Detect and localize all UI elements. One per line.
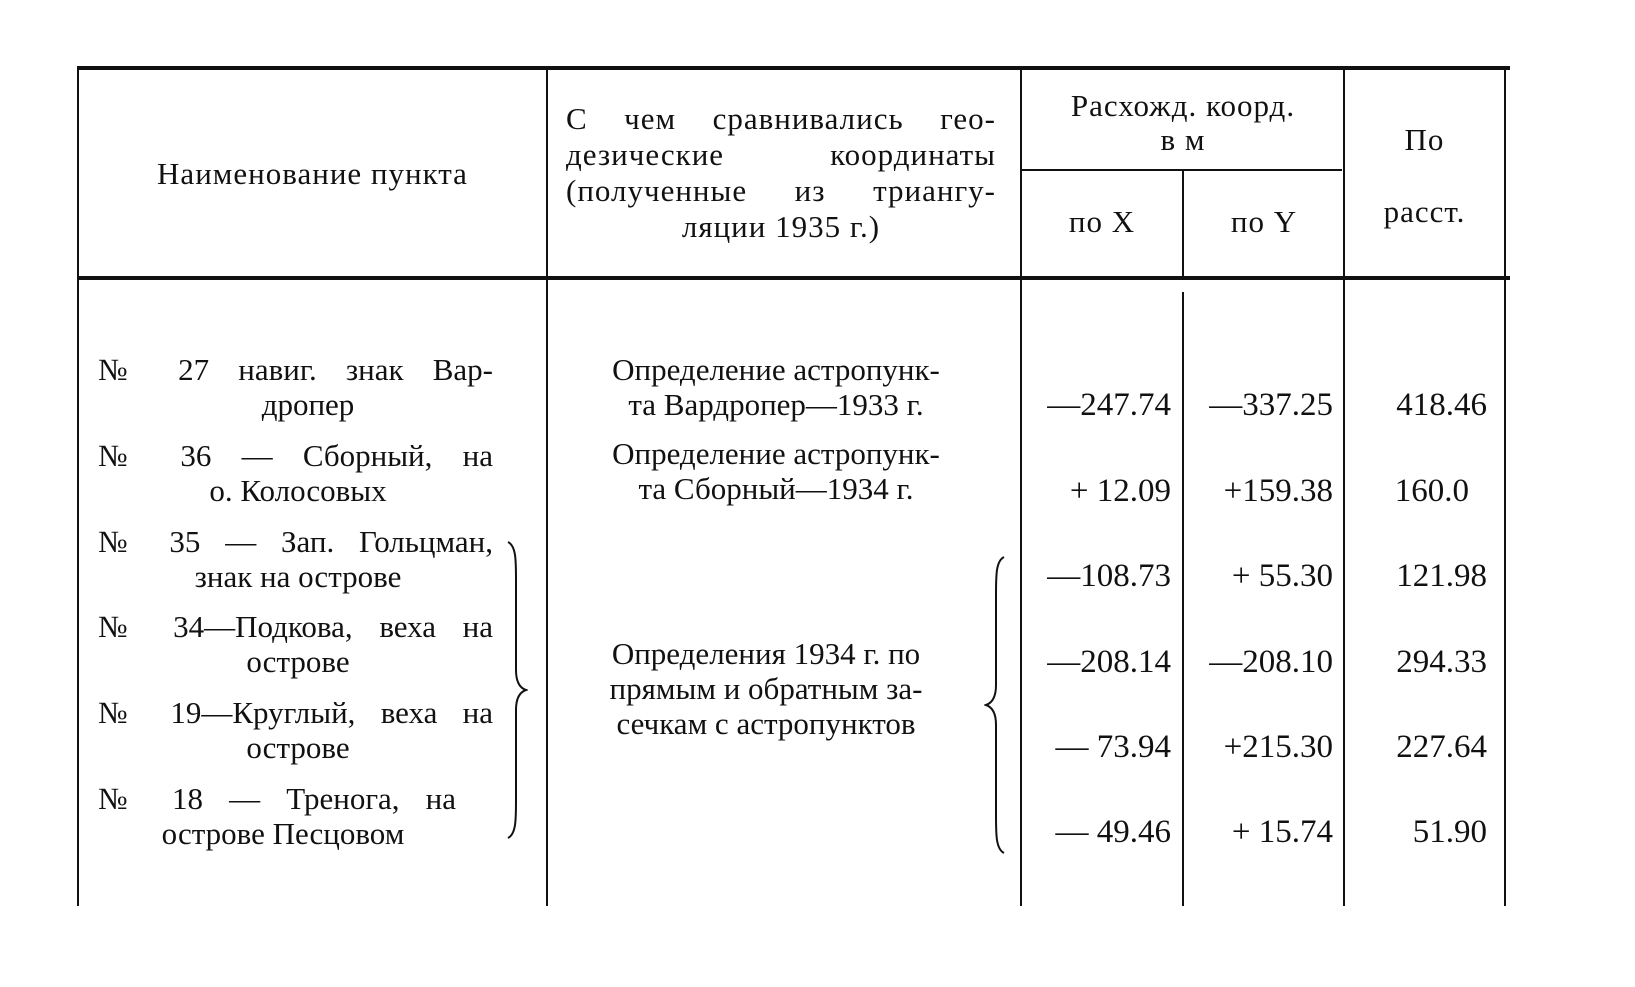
header-point-name: Наименование пункта bbox=[157, 156, 468, 191]
row-value-y: —337.25 bbox=[1209, 387, 1333, 423]
method-text-cont: сечкам с астропунктов bbox=[616, 706, 916, 741]
header-by-x: по X bbox=[1068, 204, 1136, 239]
header-discrepancy: Расхожд. коорд. bbox=[1070, 88, 1296, 123]
row-point-name-cont: острове Песцовом bbox=[161, 816, 405, 851]
table-left-border bbox=[77, 66, 79, 906]
column-divider-2 bbox=[1020, 70, 1022, 906]
row-value-distance: 51.90 bbox=[1412, 814, 1487, 850]
row-point-name-cont: знак на острове bbox=[194, 559, 402, 594]
row-value-y: + 15.74 bbox=[1231, 814, 1333, 850]
row-value-distance: 227.64 bbox=[1396, 729, 1487, 765]
row-point-name: № 36 — Сборный, на bbox=[98, 438, 493, 473]
left-brace-icon bbox=[984, 555, 1008, 855]
column-divider-3-body bbox=[1182, 292, 1184, 906]
row-value-y: +215.30 bbox=[1223, 729, 1333, 765]
row-point-name: № 34—Подкова, веха на bbox=[98, 609, 493, 644]
row-value-x: + 12.09 bbox=[1069, 473, 1171, 509]
row-point-name: № 18 — Тренога, на bbox=[98, 781, 456, 816]
header-by-y: по Y bbox=[1230, 204, 1298, 239]
table-top-rule bbox=[78, 66, 1510, 70]
row-value-distance: 160.0 bbox=[1394, 473, 1469, 509]
row-value-x: —208.14 bbox=[1047, 644, 1171, 680]
method-text-cont: та Сборный—1934 г. bbox=[638, 471, 914, 506]
row-value-distance: 418.46 bbox=[1396, 387, 1487, 423]
header-discrepancy-unit: в м bbox=[1160, 122, 1206, 157]
row-point-name: № 19—Круглый, веха на bbox=[98, 695, 493, 730]
row-value-y: + 55.30 bbox=[1231, 558, 1333, 594]
column-divider-1 bbox=[546, 70, 548, 906]
row-point-name-cont: острове bbox=[246, 730, 350, 765]
method-text: Определения 1934 г. по bbox=[611, 636, 921, 671]
header-bottom-rule bbox=[78, 276, 1510, 280]
row-point-name-cont: острове bbox=[246, 644, 350, 679]
method-text-cont: та Вардропер—1933 г. bbox=[628, 387, 924, 422]
header-compared-line: ляции 1935 г.) bbox=[681, 209, 881, 244]
header-compared-line: (полученные из триангу- bbox=[566, 173, 996, 208]
row-value-distance: 121.98 bbox=[1396, 558, 1487, 594]
right-brace-icon bbox=[504, 540, 528, 840]
header-compared-line: дезические координаты bbox=[566, 137, 996, 172]
row-value-x: — 49.46 bbox=[1055, 814, 1171, 850]
method-text: Определение астропунк- bbox=[612, 352, 940, 387]
row-value-x: —247.74 bbox=[1047, 387, 1171, 423]
header-compared-line: С чем сравнивались гео- bbox=[566, 101, 996, 136]
header-compared-with bbox=[566, 101, 996, 245]
method-text: Определение астропунк- bbox=[612, 436, 940, 471]
row-point-name-cont: о. Колосовых bbox=[209, 473, 387, 508]
row-value-y: —208.10 bbox=[1209, 644, 1333, 680]
row-point-name: № 27 навиг. знак Вар- bbox=[98, 352, 493, 387]
header-distance: По bbox=[1404, 122, 1445, 157]
method-text-cont: прямым и обратным за- bbox=[609, 671, 923, 706]
header-distance-unit: расст. bbox=[1383, 194, 1466, 229]
row-value-y: +159.38 bbox=[1223, 473, 1333, 509]
column-divider-4 bbox=[1343, 70, 1345, 906]
row-point-name-cont: дропер bbox=[261, 387, 355, 422]
row-point-name: № 35 — Зап. Гольцман, bbox=[98, 524, 493, 559]
row-value-x: —108.73 bbox=[1047, 558, 1171, 594]
row-value-x: — 73.94 bbox=[1055, 729, 1171, 765]
row-value-distance: 294.33 bbox=[1396, 644, 1487, 680]
table-right-border bbox=[1504, 66, 1506, 906]
column-divider-3 bbox=[1182, 171, 1184, 276]
